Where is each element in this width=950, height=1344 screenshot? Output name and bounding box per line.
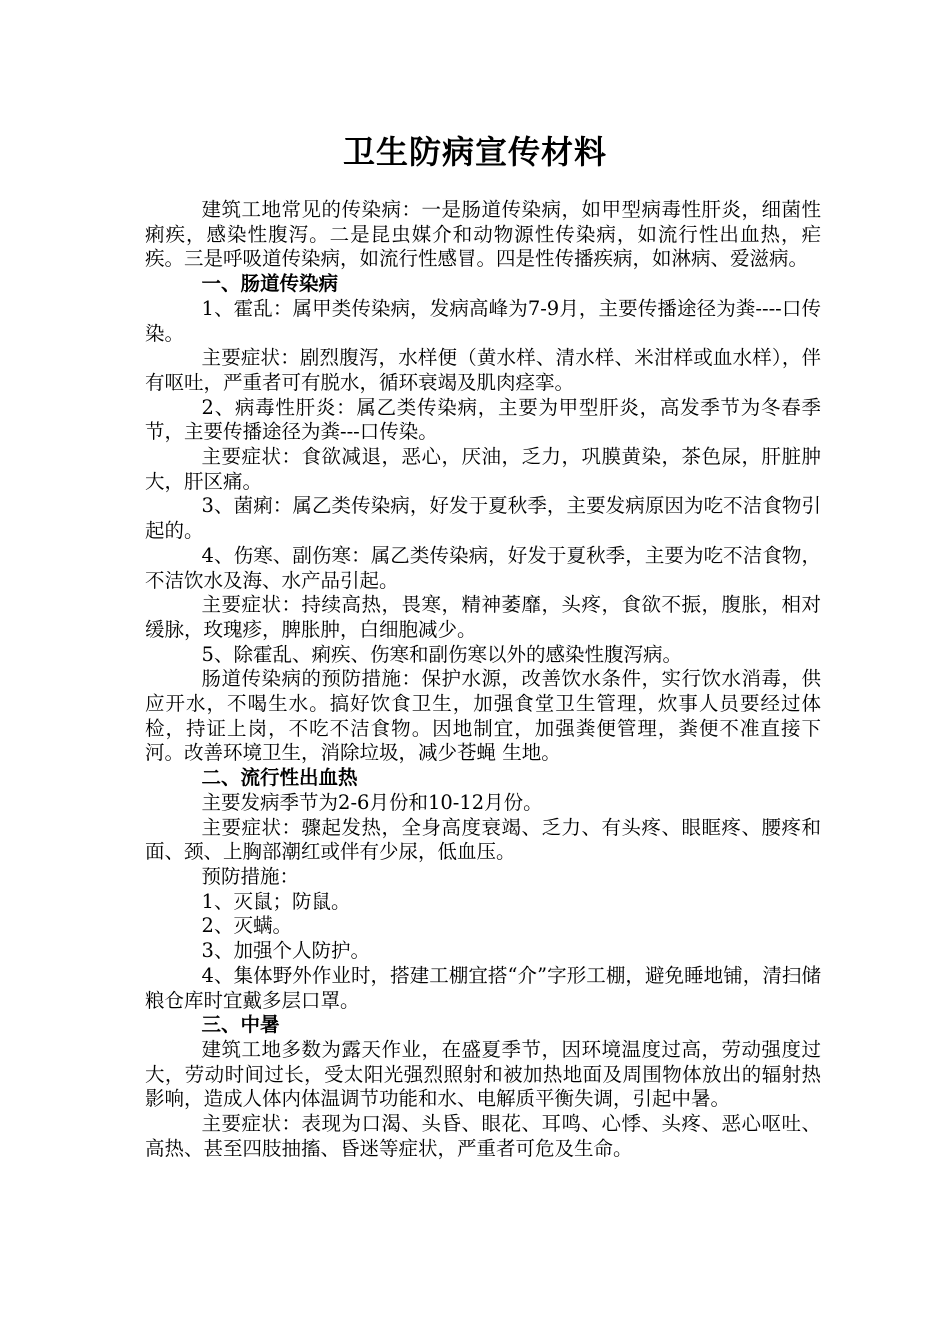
document-title: 卫生防病宣传材料	[342, 133, 607, 171]
paragraph: 建筑工地常见的传染病：一是肠道传染病，如甲型病毒性肝炎，细菌性痢疾，感染性腹泻。二是昆虫媒介和动物源性传染病，如流行性出血热，疟疾。三是呼吸道传染病，如流行性感冒。四是性传播疾病，如淋病、爱滋病。	[145, 198, 821, 271]
paragraph: 预防措施：	[201, 864, 300, 888]
paragraph: 4、伤寒、副伤寒：属乙类传染病，好发于夏秋季，主要为吃不洁食物，不洁饮水及海、水产品引起。	[145, 543, 821, 592]
paragraph: 肠道传染病的预防措施：保护水源，改善饮水条件，实行饮水消毒，供应开水，不喝生水。搞好饮食卫生，加强食堂卫生管理，炊事人员要经过体检，持证上岗，不吃不洁食物。因地制宜，加强粪便管理，粪便不准直接下河。改善环境卫生，消除垃圾，减少苍蝇 生地。	[145, 667, 821, 765]
paragraph: 主要症状：食欲减退，恶心，厌油，乏力，巩膜黄染，茶色尿，肝脏肿大，肝区痛。	[145, 445, 821, 493]
paragraph: 5、除霍乱、痢疾、伤寒和副伤寒以外的感染性腹泻病。	[201, 642, 682, 666]
paragraph: 3、菌痢：属乙类传染病，好发于夏秋季，主要发病原因为吃不洁食物引起的。	[145, 494, 821, 543]
section-heading: 二、流行性出血热	[201, 766, 358, 790]
paragraph: 主要症状：骤起发热，全身高度衰竭、乏力、有头疼、眼眶疼、腰疼和面、颈、上胸部潮红或伴有少尿，低血压。	[145, 815, 821, 864]
paragraph: 2、灭螨。	[201, 914, 292, 938]
paragraph: 2、病毒性肝炎：属乙类传染病，主要为甲型肝炎，高发季节为冬春季节，主要传播途径为粪---口传染。	[145, 395, 821, 444]
paragraph: 3、加强个人防护。	[201, 939, 370, 963]
section-heading: 一、肠道传染病	[201, 272, 339, 296]
document-body	[145, 198, 821, 1161]
section-heading: 三、中暑	[201, 1013, 280, 1037]
paragraph: 1、霍乱：属甲类传染病，发病高峰为7-9月，主要传播途径为粪----口传染。	[145, 296, 821, 345]
paragraph: 主要症状：剧烈腹泻，水样便（黄水样、清水样、米泔样或血水样），伴有呕吐，严重者可有脱水，循环衰竭及肌肉痉挛。	[145, 346, 821, 394]
paragraph: 建筑工地多数为露天作业，在盛夏季节，因环境温度过高，劳动强度过大，劳动时间过长，受太阳光强烈照射和被加热地面及周围物体放出的辐射热影响，造成人体内体温调节功能和水、电解质平衡失调，引起中暑。	[145, 1037, 821, 1111]
paragraph: 1、灭鼠；防鼠。	[201, 889, 351, 913]
paragraph: 主要症状：持续高热，畏寒，精神萎靡，头疼，食欲不振，腹胀，相对缓脉，玫瑰疹，脾胀肿，白细胞减少。	[145, 593, 821, 641]
paragraph: 主要发病季节为2-6月份和10-12月份。	[201, 790, 543, 814]
paragraph: 4、集体野外作业时，搭建工棚宜搭“介”字形工棚，避免睡地铺，清扫储粮仓库时宜戴多层口罩。	[145, 963, 821, 1012]
paragraph: 主要症状：表现为口渴、头昏、眼花、耳鸣、心悸、头疼、恶心呕吐、高热、甚至四肢抽搐、昏迷等症状，严重者可危及生命。	[145, 1112, 821, 1160]
